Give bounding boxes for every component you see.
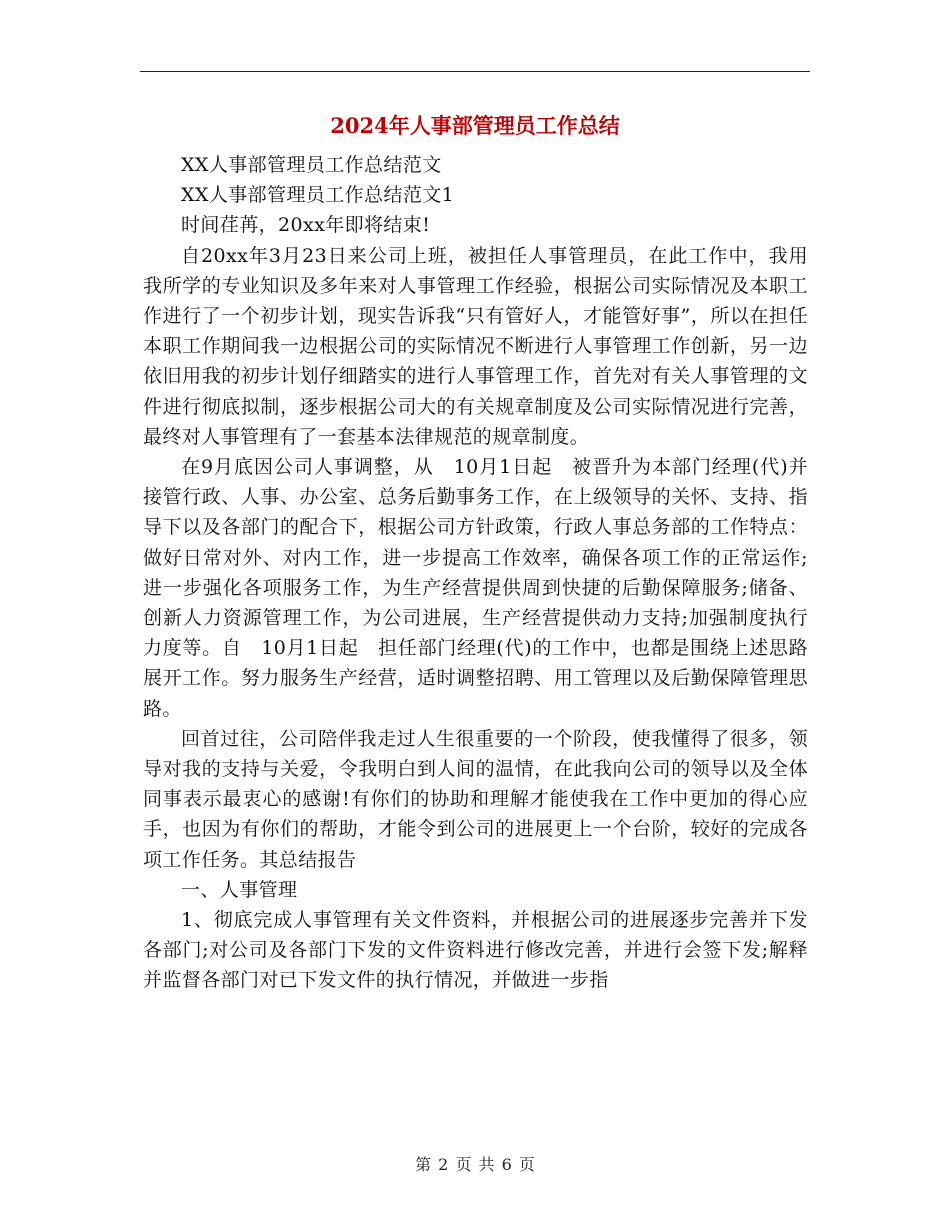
paragraph-subtitle-1: XX人事部管理员工作总结范文1 (181, 184, 455, 207)
paragraph: 1、彻底完成人事管理有关文件资料，并根据公司的进展逐步完善并下发各部门;对公司及各部门下发的文件资料进行修改完善，并进行会签下发;解释并监督各部门对已下发文件的执行情况，并做进一步指 (143, 909, 808, 992)
paragraph: 时间荏苒，20xx年即将结束! (181, 214, 431, 237)
header-rule (140, 71, 810, 72)
paragraph: 自20xx年3月23日来公司上班，被担任人事管理员，在此工作中，我用我所学的专业知识及多年来对人事管理工作经验，根据公司实际情况及本职工作进行了一个初步计划，现实告诉我“只有管好人，才能管好事”，所以在担任本职工作期间我一边根据公司的实际情况不断进行人事管理工作创新，另一边依旧用我的初步计划仔细踏实的进行人事管理工作，首先对有关人事管理的文件进行彻底拟制，逐步根据公司大的有关规章制度及公司实际情况进行完善，最终对人事管理有了一套基本法律规范的规章制度。 (143, 244, 808, 448)
paragraph: 在9月底因公司人事调整，从 10月1日起 被晋升为本部门经理(代)并接管行政、人事、办公室、总务后勤事务工作，在上级领导的关怀、支持、指导下以及各部门的配合下，根据公司方针政策，行政人事总务部的工作特点：做好日常对外、对内工作，进一步提高工作效率，确保各项工作的正常运作;进一步强化各项服务工作，为生产经营提供周到快捷的后勤保障服务;储备、创新人力资源管理工作，为公司进展，生产经营提供动力支持;加强制度执行力度等。自 10月1日起 担任部门经理(代)的工作中，也都是围绕上述思路展开工作。努力服务生产经营，适时调整招聘、用工管理以及后勤保障管理思路。 (143, 456, 808, 720)
section-heading: 一、人事管理 (181, 878, 298, 901)
paragraph: 回首过往，公司陪伴我走过人生很重要的一个阶段，使我懂得了很多，领导对我的支持与关爱，令我明白到人间的温情，在此我向公司的领导以及全体同事表示最衷心的感谢!有你们的协助和理解才能使我在工作中更加的得心应手，也因为有你们的帮助，才能令到公司的进展更上一个台阶，较好的完成各项工作任务。其总结报告 (143, 727, 808, 871)
paragraph-subtitle: XX人事部管理员工作总结范文 (181, 154, 442, 176)
page-number: 第 2 页 共 6 页 (415, 1155, 535, 1174)
document-body (143, 150, 808, 996)
document-title: 2024年人事部管理员工作总结 (330, 113, 620, 138)
